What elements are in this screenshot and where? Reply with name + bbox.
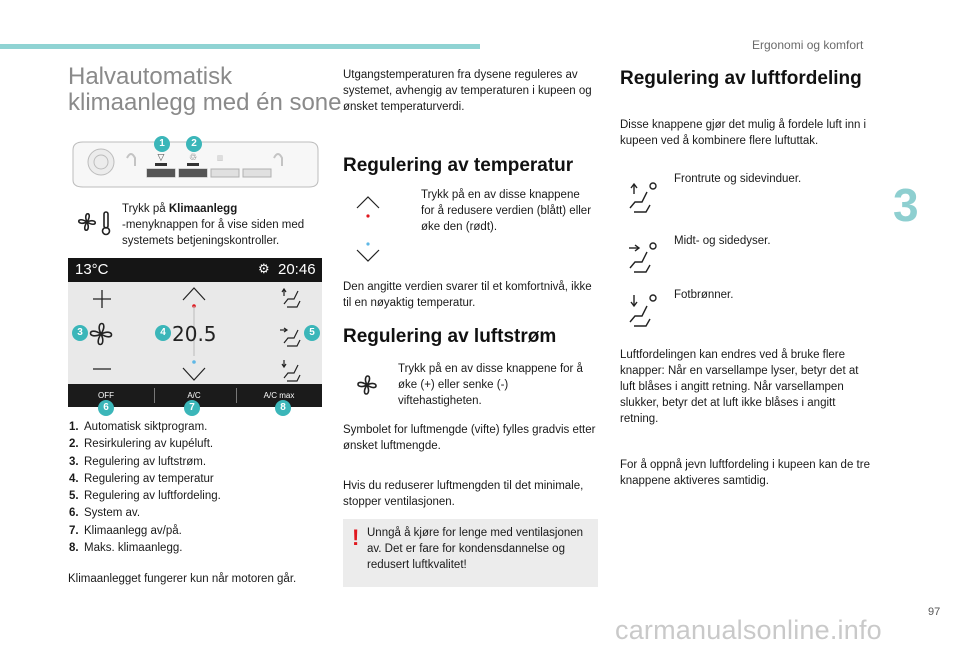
temperature-setpoint: 20.5 — [172, 322, 217, 346]
screen-controls — [68, 282, 322, 384]
legend-item: 2. Resirkulering av kupéluft. — [69, 438, 214, 451]
badge-2: 2 — [186, 136, 202, 152]
badge-6: 6 — [98, 400, 114, 416]
ac-max-button[interactable]: A/C max — [263, 391, 295, 400]
temp-decrease-dot — [192, 360, 196, 364]
watermark: carmanualsonline.info — [615, 615, 882, 645]
option-footwell: Fotbrønner. — [674, 289, 734, 301]
temperature-heading: Regulering av temperatur — [343, 155, 574, 176]
airflow-heading: Regulering av luftstrøm — [343, 326, 557, 347]
chapter-number: 3 — [893, 179, 919, 231]
distribution-heading: Regulering av luftfordeling — [620, 68, 862, 89]
legend-item: 4. Regulering av temperatur — [69, 472, 214, 485]
engine-note: Klimaanlegget fungerer kun når motoren går. — [68, 573, 297, 585]
title-line-1: Halvautomatisk — [68, 63, 233, 90]
intro-paragraph: Utgangstemperaturen fra dysene reguleres av systemet, avhengig av temperaturen i kupeen og ønsket temperaturverdi. — [343, 69, 592, 113]
outside-temperature: 13°C — [75, 261, 109, 278]
climate-touchscreen — [68, 258, 322, 407]
airflow-note-1: Symbolet for luftmengde (vifte) fylles gradvis etter ønsket luftmengde. — [343, 424, 596, 452]
menu-instruction-post: -menyknappen for å vise siden med systemets betjeningskontroller. — [122, 219, 305, 247]
badge-4: 4 — [155, 325, 171, 341]
legend-item: 5. Regulering av luftfordeling. — [69, 490, 221, 503]
svg-text:▽: ▽ — [157, 153, 165, 163]
airflow-note-2: Hvis du reduserer luftmengden til det minimale, stopper ventilasjonen. — [343, 480, 584, 508]
badge-7: 7 — [184, 400, 200, 416]
screen-status-bar — [68, 258, 322, 282]
windscreen-icon — [628, 182, 658, 219]
temp-up-down-icon — [355, 194, 381, 269]
temperature-note: Den angitte verdien svarer til et komfortnivå, ikke til en nøyaktig temperatur. — [343, 281, 592, 309]
temp-decrease-button — [183, 368, 205, 380]
legend-item: 7. Klimaanlegg av/på. — [69, 524, 182, 537]
dashboard-illustration — [69, 128, 322, 190]
footwell-distribution-button — [282, 360, 300, 381]
soft-key-divider — [236, 388, 237, 403]
svg-text:▥: ▥ — [216, 154, 224, 162]
legend-list — [69, 419, 319, 557]
fan-icon — [351, 369, 383, 406]
off-button[interactable]: OFF — [98, 391, 114, 400]
distribution-note-2: For å oppnå jevn luftfordeling i kupeen kan de tre knappene aktiveres samtidig. — [620, 459, 870, 487]
badge-5: 5 — [304, 325, 320, 341]
vents-icon — [628, 242, 658, 279]
soft-key-divider — [154, 388, 155, 403]
badge-3: 3 — [72, 325, 88, 341]
ac-button[interactable]: A/C — [187, 391, 201, 400]
airflow-instruction: Trykk på en av disse knappene for å øke (+) eller senke (-) viftehastigheten. — [398, 363, 583, 407]
footwell-icon — [628, 294, 658, 333]
settings-gear-icon[interactable]: ⚙ — [258, 261, 270, 276]
clock: 20:46 — [278, 261, 316, 278]
warning-icon: ! — [352, 525, 360, 550]
warning-box — [343, 519, 598, 587]
section-header: Ergonomi og komfort — [752, 38, 864, 52]
vent-distribution-button — [280, 328, 300, 346]
legend-item: 6. System av. — [69, 507, 141, 520]
header-accent-bar — [0, 44, 480, 49]
menu-instruction-pre: Trykk på — [122, 203, 169, 215]
windscreen-distribution-button — [282, 289, 300, 307]
page-number: 97 — [928, 606, 941, 618]
temp-increase-button — [183, 288, 205, 300]
badge-1: 1 — [154, 136, 170, 152]
fan-increase-button — [93, 290, 111, 308]
option-vents: Midt- og sidedyser. — [674, 235, 771, 247]
distribution-intro: Disse knappene gjør det mulig å fordele luft inn i kupeen ved å kombinere flere luftuttak. — [620, 119, 867, 147]
option-windscreen: Frontrute og sidevinduer. — [674, 173, 802, 185]
page-title — [68, 64, 342, 116]
legend-item: 3. Regulering av luftstrøm. — [69, 455, 207, 468]
warning-text: Unngå å kjøre for lenge med ventilasjonen av. Det er fare for kondensdannelse og redusert luftkvalitet! — [367, 527, 584, 571]
temperature-instruction: Trykk på en av disse knappene for å redusere verdien (blått) eller øke den (rødt). — [421, 189, 592, 233]
climate-menu-icon — [74, 207, 112, 242]
menu-instruction — [122, 201, 322, 249]
legend-item: 8. Maks. klimaanlegg. — [69, 542, 183, 555]
distribution-note-1: Luftfordelingen kan endres ved å bruke flere knapper: Når en varsellampe lyser, betyr det at luft blåses i angitt retning. Når varsellampen slukker, betyr det at luft ikke blåses i angitt retning. — [620, 349, 859, 425]
title-line-2: klimaanlegg med én sone — [68, 89, 342, 116]
svg-text:♲: ♲ — [188, 153, 198, 163]
fan-icon — [91, 324, 112, 345]
legend-item: 1. Automatisk siktprogram. — [69, 421, 208, 433]
badge-8: 8 — [275, 400, 291, 416]
menu-instruction-bold: Klimaanlegg — [168, 203, 238, 215]
